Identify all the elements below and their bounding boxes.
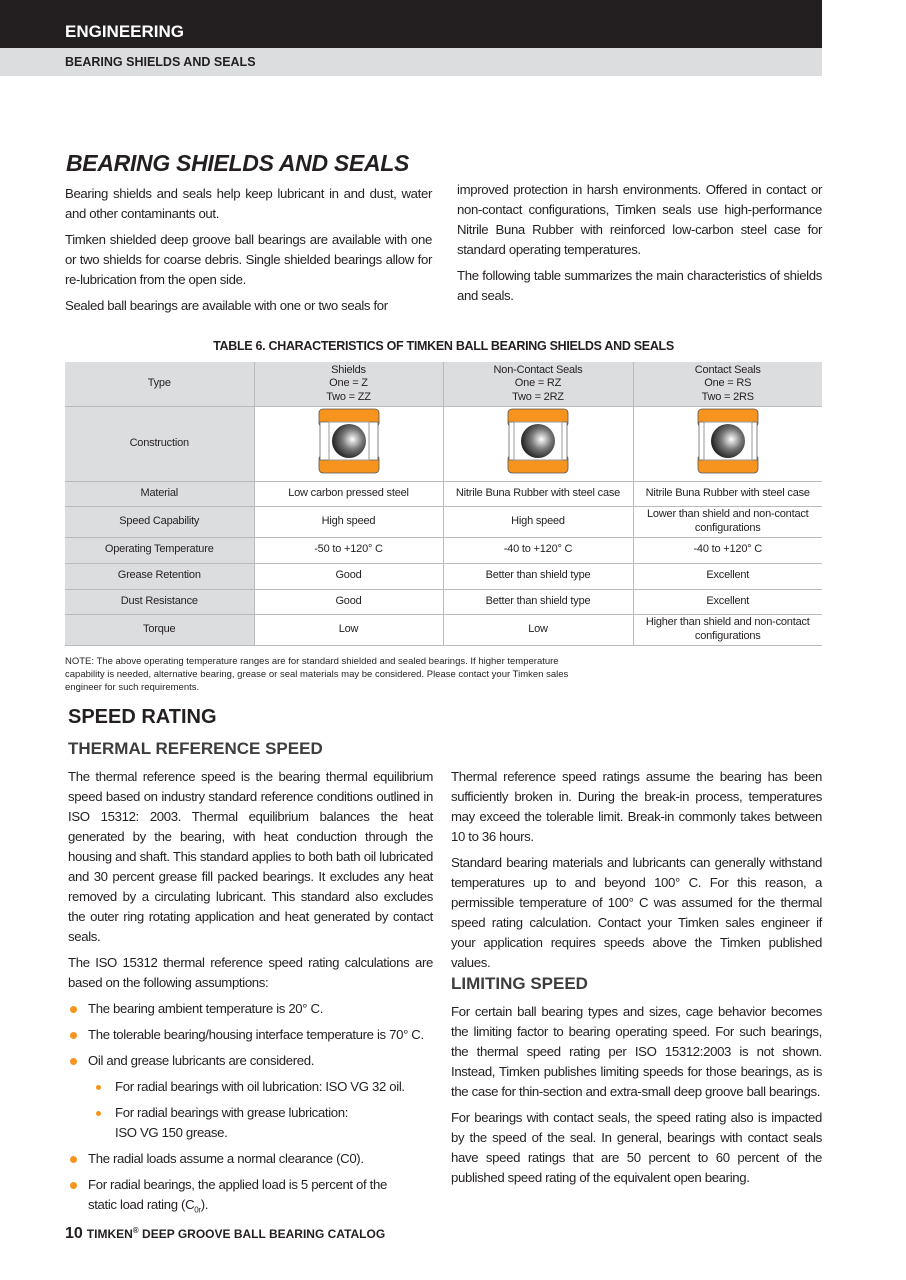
header-type: Type	[65, 362, 254, 406]
paragraph: For certain ball bearing types and sizes, cage behavior becomes the limiting factor to bearing operating speed. For such bearings, the thermal speed rating per ISO 15312:2003 is not shown. Instead, Timken publishes limiting speeds for those bearings, as is the case for thin-section and extra-small deep groove ball bearings.	[451, 1004, 822, 1099]
table-cell: -40 to +120° C	[633, 537, 822, 563]
table-caption: TABLE 6. CHARACTERISTICS OF TIMKEN BALL BEARING SHIELDS AND SEALS	[213, 339, 674, 353]
characteristics-table	[65, 362, 822, 646]
table-cell: Better than shield type	[443, 563, 633, 589]
shield-bearing-diagram	[254, 406, 443, 481]
paragraph: Thermal reference speed ratings assume the bearing has been sufficiently broken in. During the break-in process, temperatures may exceed the tolerable limit. Break-in commonly takes between 10 to 36 hours.	[451, 769, 822, 844]
catalog-title: DEEP GROOVE BALL BEARING CATALOG	[138, 1227, 386, 1241]
table-row	[65, 563, 822, 589]
table-row	[65, 614, 822, 645]
table-cell: -50 to +120° C	[254, 537, 443, 563]
paragraph: improved protection in harsh environments. Offered in contact or non-contact configurations, Timken seals use high-performance Nitrile Buna Rubber with reinforced low-carbon steel case for standard operating temperatures.	[457, 182, 822, 257]
list-item: The bearing ambient temperature is 20° C.	[68, 999, 433, 1019]
page-number: 10	[65, 1225, 83, 1242]
ball	[521, 424, 555, 458]
page-title: BEARING SHIELDS AND SEALS	[66, 150, 410, 176]
row-label: Torque	[65, 614, 254, 645]
thermal-right	[451, 767, 822, 979]
header-line: One = RS	[704, 377, 752, 389]
text: For radial bearings, the applied load is 5 percent of the static load rating (C	[88, 1177, 387, 1212]
table-cell: Low	[254, 614, 443, 645]
footer	[65, 1225, 385, 1243]
header-contact	[633, 362, 822, 406]
brand: TIMKEN	[86, 1227, 133, 1241]
table-cell: Nitrile Buna Rubber with steel case	[443, 481, 633, 506]
header-line: Shields	[331, 363, 366, 376]
list-item: For radial bearings with oil lubrication: ISO VG 32 oil.	[68, 1077, 433, 1097]
header-shields	[254, 362, 443, 406]
row-label: Grease Retention	[65, 563, 254, 589]
header-line: Contact Seals	[694, 363, 761, 376]
section-header: ENGINEERING	[0, 0, 822, 48]
table-cell: High speed	[443, 506, 633, 537]
paragraph: For bearings with contact seals, the speed rating also is impacted by the speed of the seal. In general, bearings with contact seals have speed ratings that are 50 percent to 60 percent of the published speed rating of the equivalent open bearing.	[451, 1110, 822, 1185]
header-line: Two = ZZ	[326, 390, 371, 403]
row-label: Construction	[65, 406, 254, 481]
row-label: Speed Capability	[65, 506, 254, 537]
header-line: One = RZ	[514, 377, 562, 389]
paragraph: The thermal reference speed is the bearing thermal equilibrium speed based on industry standard reference conditions outlined in ISO 15312: 2003. Thermal equilibrium balances the heat generated by the bearing, with heat conduction through the housing and shaft. This standard applies to both bath oil lubricated and 30 percent grease fill packed bearings. It excludes any heat removed by a circulating lubricant. This standard also excludes the outer ring rotating application and heat generated by contact seals.	[68, 769, 433, 944]
header-line: Two = 2RZ	[512, 390, 564, 403]
list-item: For radial bearings with grease lubrication: ISO VG 150 grease.	[68, 1103, 433, 1143]
limiting-text	[451, 1002, 822, 1194]
subsection-header: BEARING SHIELDS AND SEALS	[0, 48, 822, 76]
paragraph: Sealed ball bearings are available with one or two seals for	[65, 298, 388, 313]
table-cell: Low carbon pressed steel	[254, 481, 443, 506]
table-cell: Excellent	[633, 563, 822, 589]
header-line: Two = 2RS	[701, 390, 754, 403]
list-item: The radial loads assume a normal clearance (C0).	[68, 1149, 433, 1169]
table-row	[65, 537, 822, 563]
header-noncontact	[443, 362, 633, 406]
table-cell: High speed	[254, 506, 443, 537]
table-cell: Better than shield type	[443, 589, 633, 614]
thermal-speed-heading: THERMAL REFERENCE SPEED	[68, 739, 323, 758]
row-label: Dust Resistance	[65, 589, 254, 614]
header-line: One = Z	[329, 377, 368, 389]
intro-right	[457, 180, 822, 312]
construction-row	[65, 406, 822, 481]
paragraph: Timken shielded deep groove ball bearings are available with one or two shields for coarse debris. Single shielded bearings allow for re-lubrication from the open side.	[65, 232, 432, 287]
contact-seal-diagram	[633, 406, 822, 481]
table-note: NOTE: The above operating temperature ranges are for standard shielded and sealed bearings. If higher temperature capability is needed, alternative bearing, grease or seal materials may be considered. Please contact your Timken sales engineer for such requirements.	[65, 656, 569, 693]
list-item	[68, 1175, 433, 1221]
table-cell: Excellent	[633, 589, 822, 614]
row-label: Material	[65, 481, 254, 506]
paragraph: The following table summarizes the main characteristics of shields and seals.	[457, 268, 822, 303]
table-cell: -40 to +120° C	[443, 537, 633, 563]
thermal-left	[68, 767, 433, 1227]
table-row	[65, 506, 822, 537]
table-row	[65, 481, 822, 506]
table-cell: Good	[254, 589, 443, 614]
table-cell: Good	[254, 563, 443, 589]
text: ).	[200, 1197, 209, 1212]
subscript: 0r	[194, 1205, 201, 1215]
table-header-row	[65, 362, 822, 406]
intro-left	[65, 184, 432, 322]
noncontact-seal-diagram	[443, 406, 633, 481]
limiting-speed-heading: LIMITING SPEED	[451, 974, 588, 993]
paragraph: The ISO 15312 thermal reference speed rating calculations are based on the following assumptions:	[68, 955, 433, 990]
row-label: Operating Temperature	[65, 537, 254, 563]
table-cell: Low	[443, 614, 633, 645]
list-item: Oil and grease lubricants are considered.	[68, 1051, 433, 1071]
paragraph: Bearing shields and seals help keep lubricant in and dust, water and other contaminants out.	[65, 186, 432, 221]
table-cell: Lower than shield and non-contact configurations	[633, 506, 822, 537]
header-line: Non-Contact Seals	[493, 363, 583, 376]
table-cell: Higher than shield and non-contact configurations	[633, 614, 822, 645]
registered-mark: ®	[132, 1226, 139, 1235]
paragraph: Standard bearing materials and lubricants can generally withstand temperatures up to and beyond 100° C. For this reason, a permissible temperature of 100° C was assumed for the thermal speed rating calculation. Contact your Timken sales engineer if your application requires speeds above the Timken published values.	[451, 855, 822, 970]
ball	[332, 424, 366, 458]
ball	[711, 424, 745, 458]
table-cell: Nitrile Buna Rubber with steel case	[633, 481, 822, 506]
table-row	[65, 589, 822, 614]
speed-rating-heading: SPEED RATING	[68, 706, 217, 728]
list-item: The tolerable bearing/housing interface temperature is 70° C.	[68, 1025, 433, 1045]
assumption-list	[68, 999, 433, 1221]
